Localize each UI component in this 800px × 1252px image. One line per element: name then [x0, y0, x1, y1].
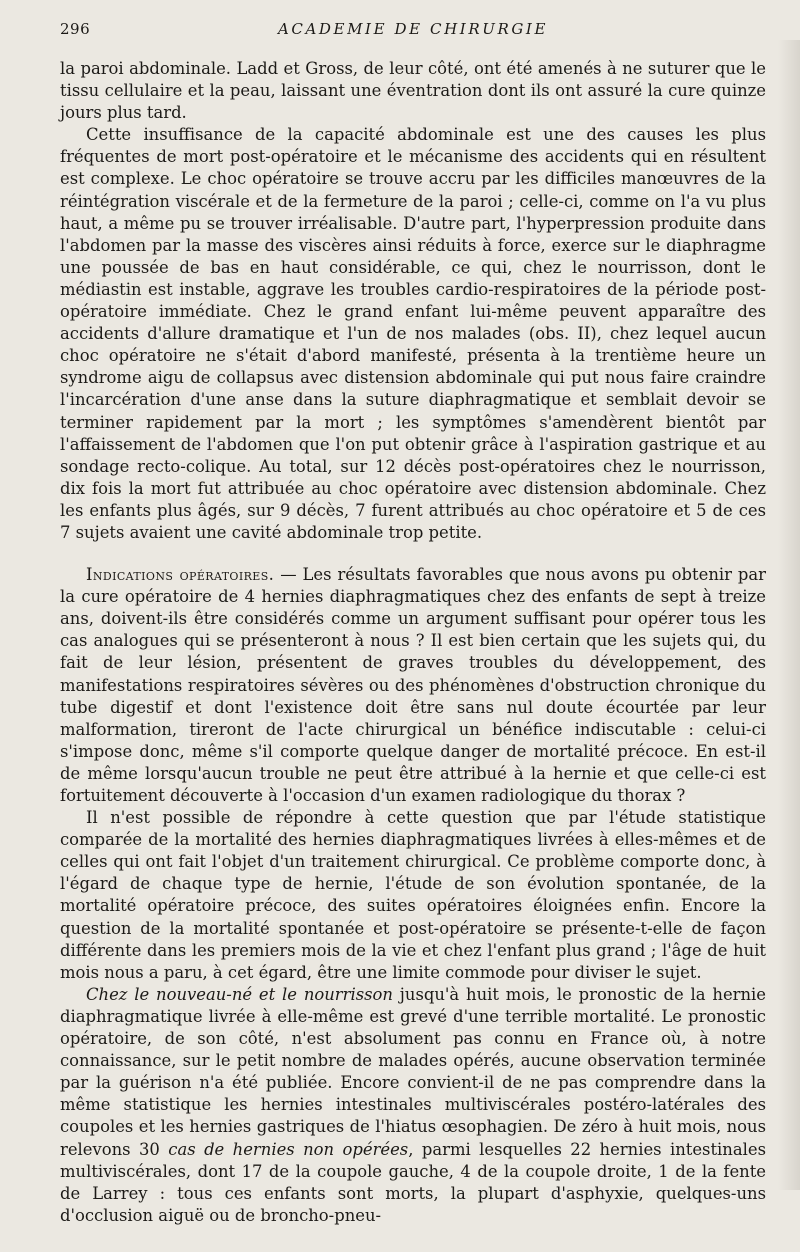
running-head: ACADEMIE DE CHIRURGIE [277, 20, 549, 38]
paragraph-indications [60, 564, 766, 807]
page-number: 296 [60, 20, 91, 38]
paragraph-continuation: la paroi abdominale. Ladd et Gross, de leur côté, ont été amenés à ne suturer que le tissu cellulaire et la peau, laissant une éventration dont ils ont assuré la cure quinze jours plus tard. [60, 59, 766, 123]
newborn-text-part1: jusqu'à huit mois, le pronostic de la hernie diaphragmatique livrée à elle-même est grevé d'une terrible mortalité. Le pronostic opératoire, de son côté, n'est absolument pas connu en France où, à notre connaissance, sur le petit nombre de malades opérés, aucune observation terminée par la guérison n'a été publiée. Encore convient-il de ne pas comprendre dans la même statistique les hernies intestinales multiviscérales postéro-latérales des coupoles et les hernies gastriques de l'hiatus œsophagien. De zéro à huit mois, nous relevons 30 [60, 984, 766, 1159]
section-heading-indications: Indications opératoires. [86, 565, 275, 585]
newborn-italic-mid: cas de hernies non opérées [168, 1139, 409, 1159]
paragraph-newborn [60, 984, 766, 1227]
newborn-italic-lead: Chez le nouveau-né et le nourrisson [86, 984, 393, 1004]
newborn-text-part2: , parmi lesquelles 22 hernies intestinales multiviscérales, dont 17 de la coupole gauche, 4 de la coupole droite, 1 de la fente de Larrey : tous ces enfants sont morts, la plupart d'asphyxie, quelques-uns d'occlusion aiguë ou de broncho-pneu- [60, 1139, 766, 1225]
indications-text: — Les résultats favorables que nous avons pu obtenir par la cure opératoire de 4 hernies diaphragmatiques chez des enfants de sept à treize ans, doivent-ils être considérés comme un argument suffisant pour opérer tous les cas analogues qui se présenteront à nous ? Il est bien certain que les sujets qui, du fait de leur lésion, présentent de graves troubles du développement, des manifestations respiratoires sévères ou des phénomènes d'obstruction chronique du tube digestif et dont l'existence doit être sans nul doute écourtée par leur malformation, tireront de l'acte chirurgical un bénéfice indiscutable : celui-ci s'impose donc, même s'il comporte quelque danger de mortalité précoce. En est-il de même lorsqu'aucun trouble ne peut être attribué à la hernie et que celle-ci est fortuitement découverte à l'occasion d'un examen radiologique du thorax ? [60, 565, 766, 805]
body-text [60, 58, 766, 1227]
page-header [60, 20, 766, 44]
paragraph-abdominal-capacity: Cette insuffisance de la capacité abdominale est une des causes les plus fréquentes de mort post-opératoire et le mécanisme des accidents qui en résultent est complexe. Le choc opératoire se trouve accru par les difficiles manœuvres de la réintégration viscérale et de la fermeture de la paroi ; celle-ci, comme on l'a vu plus haut, a même pu se trouver irréalisable. D'autre part, l'hyperpression produite dans l'abdomen par la masse des viscères ainsi réduits à force, exerce sur le diaphragme une poussée de bas en haut considérable, ce qui, chez le nourrisson, dont le médiastin est instable, aggrave les troubles cardio-respiratoires de la période post-opératoire immédiate. Chez le grand enfant lui-même peuvent apparaître des accidents d'allure dramatique et l'un de nos malades (obs. II), chez lequel aucun choc opératoire ne s'était d'abord manifesté, présenta à la trentième heure un syndrome aigu de collapsus avec distension abdominale qui put nous faire craindre l'incarcération d'une anse dans la suture diaphragmatique et semblait devoir se terminer rapidement par la mort ; les symptômes s'amendèrent bientôt par l'affaissement de l'abdomen que l'on put obtenir grâce à l'aspiration gastrique et au sondage recto-colique. Au total, sur 12 décès post-opératoires chez le nourrisson, dix fois la mort fut attribuée au choc opératoire avec distension abdominale. Chez les enfants plus âgés, sur 9 décès, 7 furent attribués au choc opératoire et 5 de ces 7 sujets avaient une cavité abdominale trop petite. [60, 125, 766, 542]
page-edge-shadow [778, 40, 800, 1190]
paragraph-statistics: Il n'est possible de répondre à cette question que par l'étude statistique comparée de la mortalité des hernies diaphragmatiques livrées à elles-mêmes et de celles qui ont fait l'objet d'un traitement chirurgical. Ce problème comporte donc, à l'égard de chaque type de hernie, l'étude de son évolution spontanée, de la mortalité opératoire précoce, des suites opératoires éloignées enfin. Encore la question de la mortalité spontanée et post-opératoire se présente-t-elle de façon différente dans les premiers mois de la vie et chez l'enfant plus grand ; l'âge de huit mois nous a paru, à cet égard, être une limite commode pour diviser le sujet. [60, 808, 766, 982]
